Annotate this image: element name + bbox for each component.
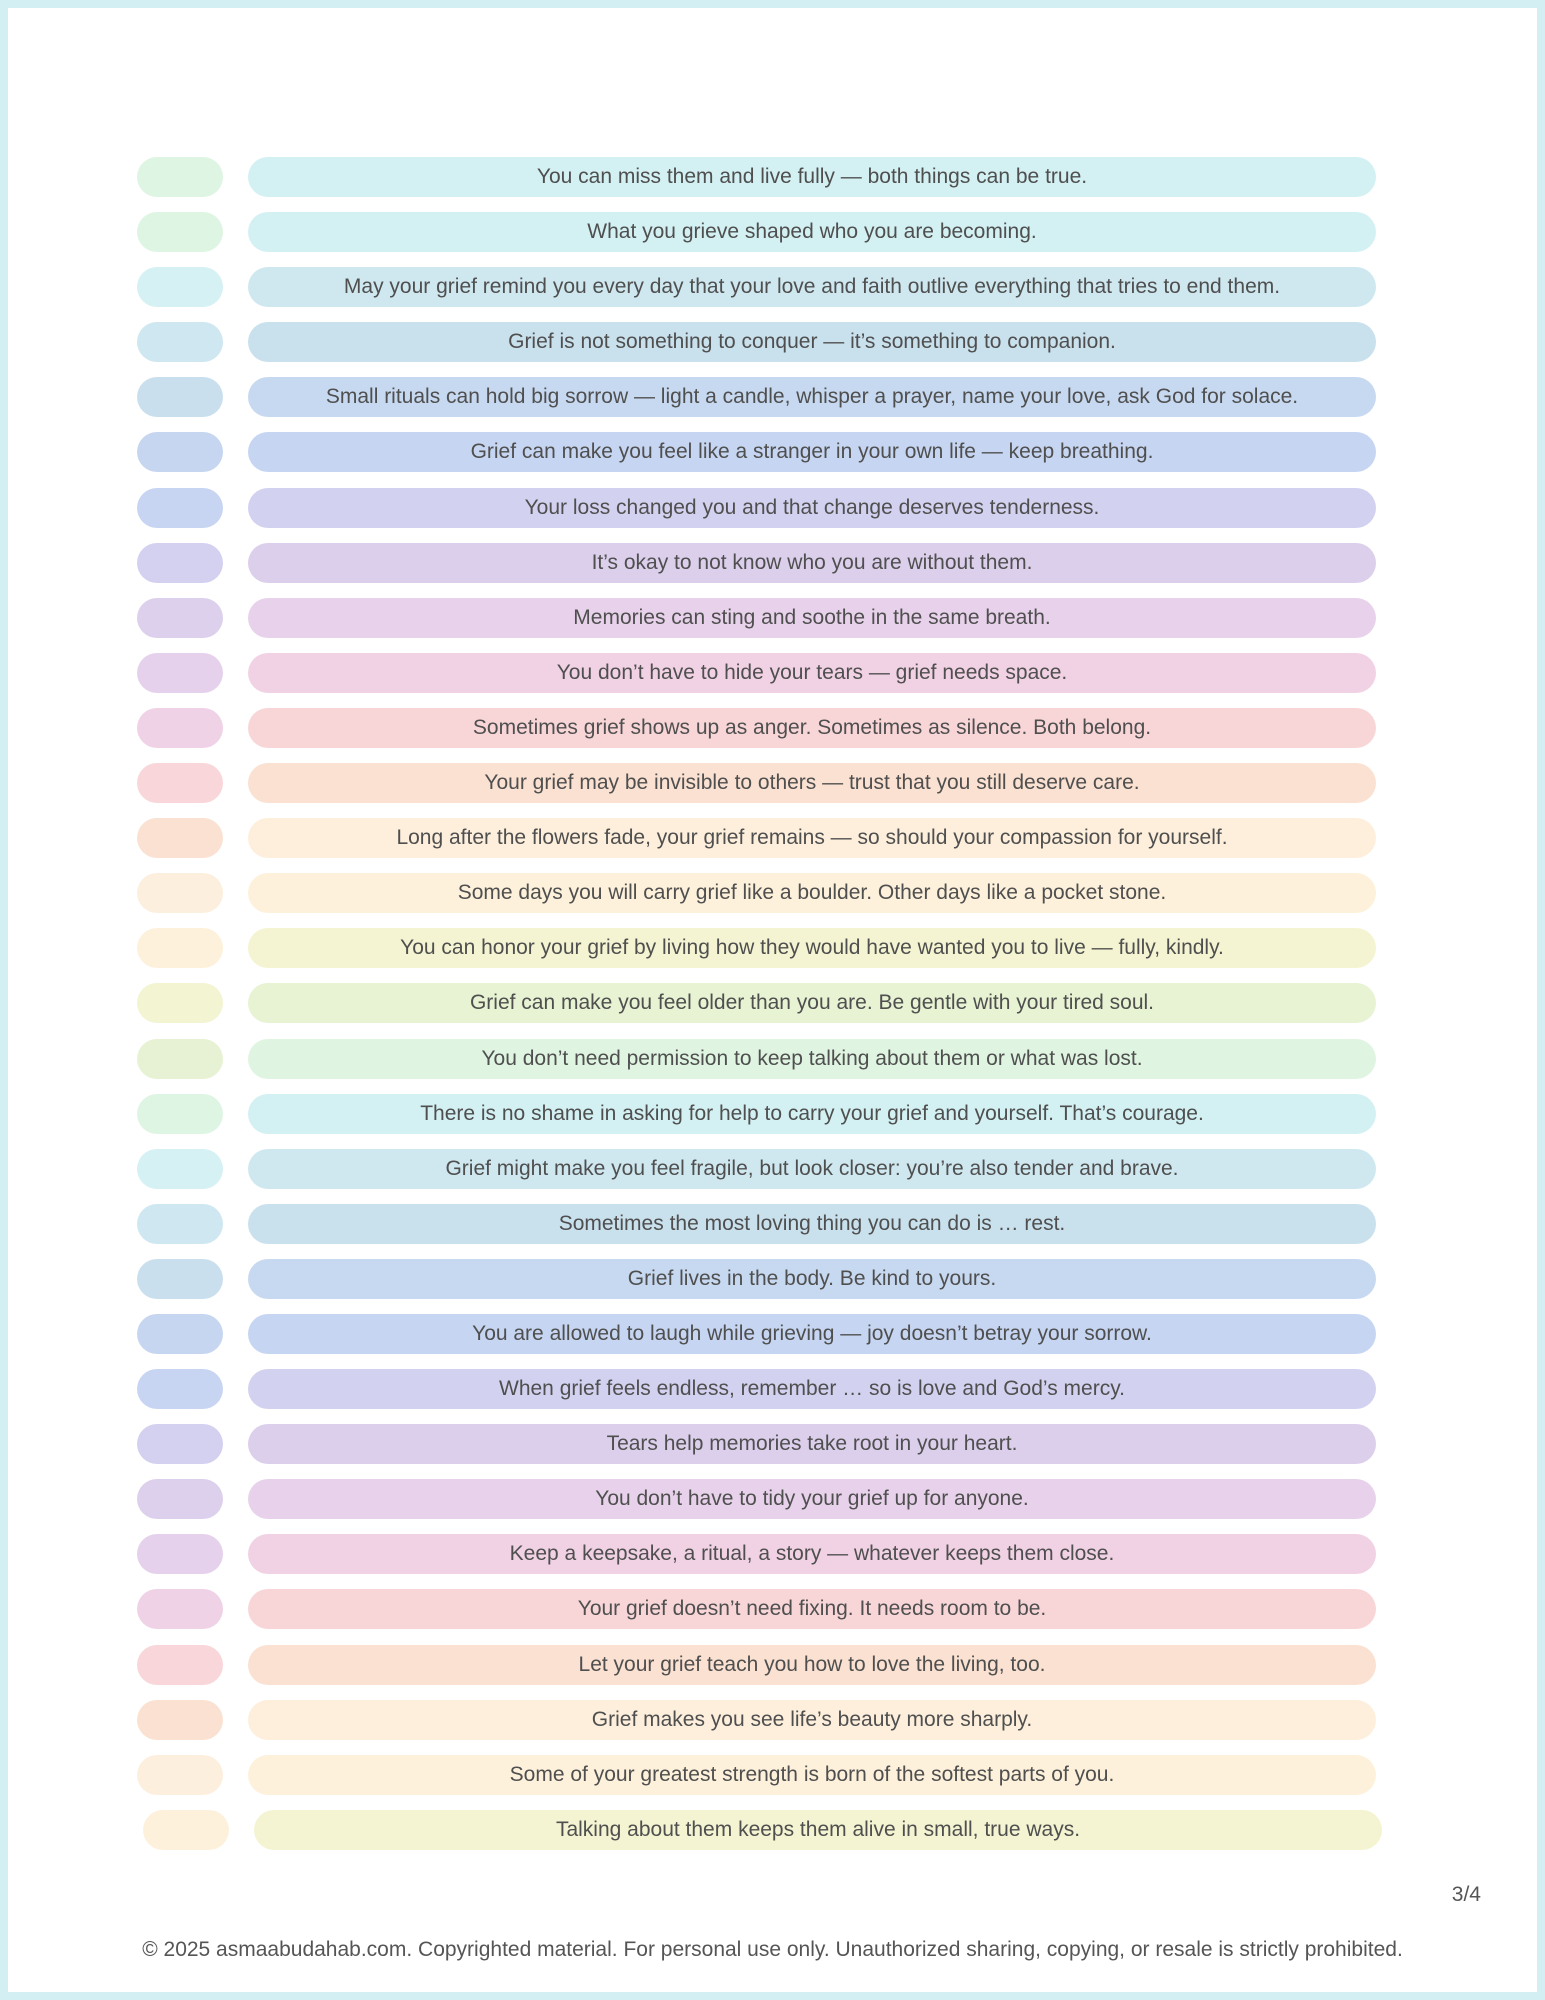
color-swatch [137,267,223,307]
affirmation-row [8,763,1537,818]
affirmation-text: You don’t need permission to keep talking about them or what was lost. [248,1039,1376,1079]
color-swatch [137,1424,223,1464]
affirmation-row [8,157,1537,212]
color-swatch [137,1534,223,1574]
color-swatch [137,377,223,417]
affirmation-text: Memories can sting and soothe in the same breath. [248,598,1376,638]
color-swatch [137,873,223,913]
affirmation-text: Grief can make you feel older than you are. Be gentle with your tired soul. [248,983,1376,1023]
affirmation-text: Some of your greatest strength is born of the softest parts of you. [248,1755,1376,1795]
affirmation-text: Let your grief teach you how to love the living, too. [248,1645,1376,1685]
color-swatch [137,1700,223,1740]
color-swatch [143,1810,229,1850]
affirmation-row [8,1700,1537,1755]
color-swatch [137,212,223,252]
affirmation-text: Tears help memories take root in your heart. [248,1424,1376,1464]
color-swatch [137,1149,223,1189]
affirmation-text: It’s okay to not know who you are without them. [248,543,1376,583]
color-swatch [137,1094,223,1134]
affirmation-row [8,1039,1537,1094]
page-number: 3/4 [1451,1883,1481,1906]
affirmation-row [8,543,1537,598]
affirmation-text: Sometimes the most loving thing you can do is … rest. [248,1204,1376,1244]
affirmation-row [8,928,1537,983]
affirmation-text: Small rituals can hold big sorrow — light a candle, whisper a prayer, name your love, ask God for solace. [248,377,1376,417]
affirmation-row [8,873,1537,928]
affirmation-row [8,488,1537,543]
color-swatch [137,1369,223,1409]
affirmation-text: When grief feels endless, remember … so is love and God’s mercy. [248,1369,1376,1409]
affirmation-text: Some days you will carry grief like a boulder. Other days like a pocket stone. [248,873,1376,913]
affirmation-text: Grief lives in the body. Be kind to yours. [248,1259,1376,1299]
color-swatch [137,983,223,1023]
copyright-footer: © 2025 asmaabudahab.com. Copyrighted material. For personal use only. Unauthorized sharing, copying, or resale is strictly prohibited. [142,1938,1403,1961]
color-swatch [137,653,223,693]
document-page [8,8,1537,1992]
color-swatch [137,543,223,583]
affirmation-row [8,377,1537,432]
affirmation-text: You are allowed to laugh while grieving — joy doesn’t betray your sorrow. [248,1314,1376,1354]
affirmation-text: You can miss them and live fully — both things can be true. [248,157,1376,197]
color-swatch [137,1314,223,1354]
affirmation-row [8,1755,1537,1810]
affirmation-row [8,1149,1537,1204]
affirmation-list [8,157,1537,1865]
color-swatch [137,1204,223,1244]
affirmation-text: Talking about them keeps them alive in small, true ways. [254,1810,1382,1850]
color-swatch [137,818,223,858]
affirmation-text: You don’t have to tidy your grief up for anyone. [248,1479,1376,1519]
affirmation-text: What you grieve shaped who you are becoming. [248,212,1376,252]
affirmation-row [8,818,1537,873]
affirmation-row [8,1204,1537,1259]
affirmation-text: Your grief may be invisible to others — trust that you still deserve care. [248,763,1376,803]
color-swatch [137,1259,223,1299]
affirmation-text: Keep a keepsake, a ritual, a story — whatever keeps them close. [248,1534,1376,1574]
color-swatch [137,1479,223,1519]
affirmation-text: Grief can make you feel like a stranger in your own life — keep breathing. [248,432,1376,472]
color-swatch [137,928,223,968]
color-swatch [137,1755,223,1795]
affirmation-row [8,267,1537,322]
affirmation-row [8,1589,1537,1644]
affirmation-row [8,1094,1537,1149]
affirmation-row [8,322,1537,377]
color-swatch [137,763,223,803]
affirmation-row [8,1645,1537,1700]
affirmation-text: Grief makes you see life’s beauty more sharply. [248,1700,1376,1740]
affirmation-text: Grief is not something to conquer — it’s something to companion. [248,322,1376,362]
affirmation-row [14,1810,1537,1865]
affirmation-text: There is no shame in asking for help to carry your grief and yourself. That’s courage. [248,1094,1376,1134]
affirmation-row [8,1424,1537,1479]
affirmation-text: You don’t have to hide your tears — grief needs space. [248,653,1376,693]
color-swatch [137,708,223,748]
affirmation-row [8,1314,1537,1369]
affirmation-text: Grief might make you feel fragile, but look closer: you’re also tender and brave. [248,1149,1376,1189]
affirmation-row [8,1479,1537,1534]
color-swatch [137,488,223,528]
affirmation-text: May your grief remind you every day that your love and faith outlive everything that tries to end them. [248,267,1376,307]
affirmation-text: Your loss changed you and that change deserves tenderness. [248,488,1376,528]
color-swatch [137,1589,223,1629]
affirmation-row [8,212,1537,267]
affirmation-text: Sometimes grief shows up as anger. Sometimes as silence. Both belong. [248,708,1376,748]
affirmation-row [8,983,1537,1038]
color-swatch [137,157,223,197]
affirmation-row [8,1534,1537,1589]
color-swatch [137,598,223,638]
affirmation-row [8,1369,1537,1424]
affirmation-text: You can honor your grief by living how they would have wanted you to live — fully, kindly. [248,928,1376,968]
affirmation-row [8,598,1537,653]
color-swatch [137,1645,223,1685]
color-swatch [137,1039,223,1079]
affirmation-text: Your grief doesn’t need fixing. It needs room to be. [248,1589,1376,1629]
affirmation-row [8,1259,1537,1314]
affirmation-row [8,432,1537,487]
color-swatch [137,322,223,362]
affirmation-row [8,653,1537,708]
color-swatch [137,432,223,472]
affirmation-text: Long after the flowers fade, your grief remains — so should your compassion for yourself. [248,818,1376,858]
affirmation-row [8,708,1537,763]
